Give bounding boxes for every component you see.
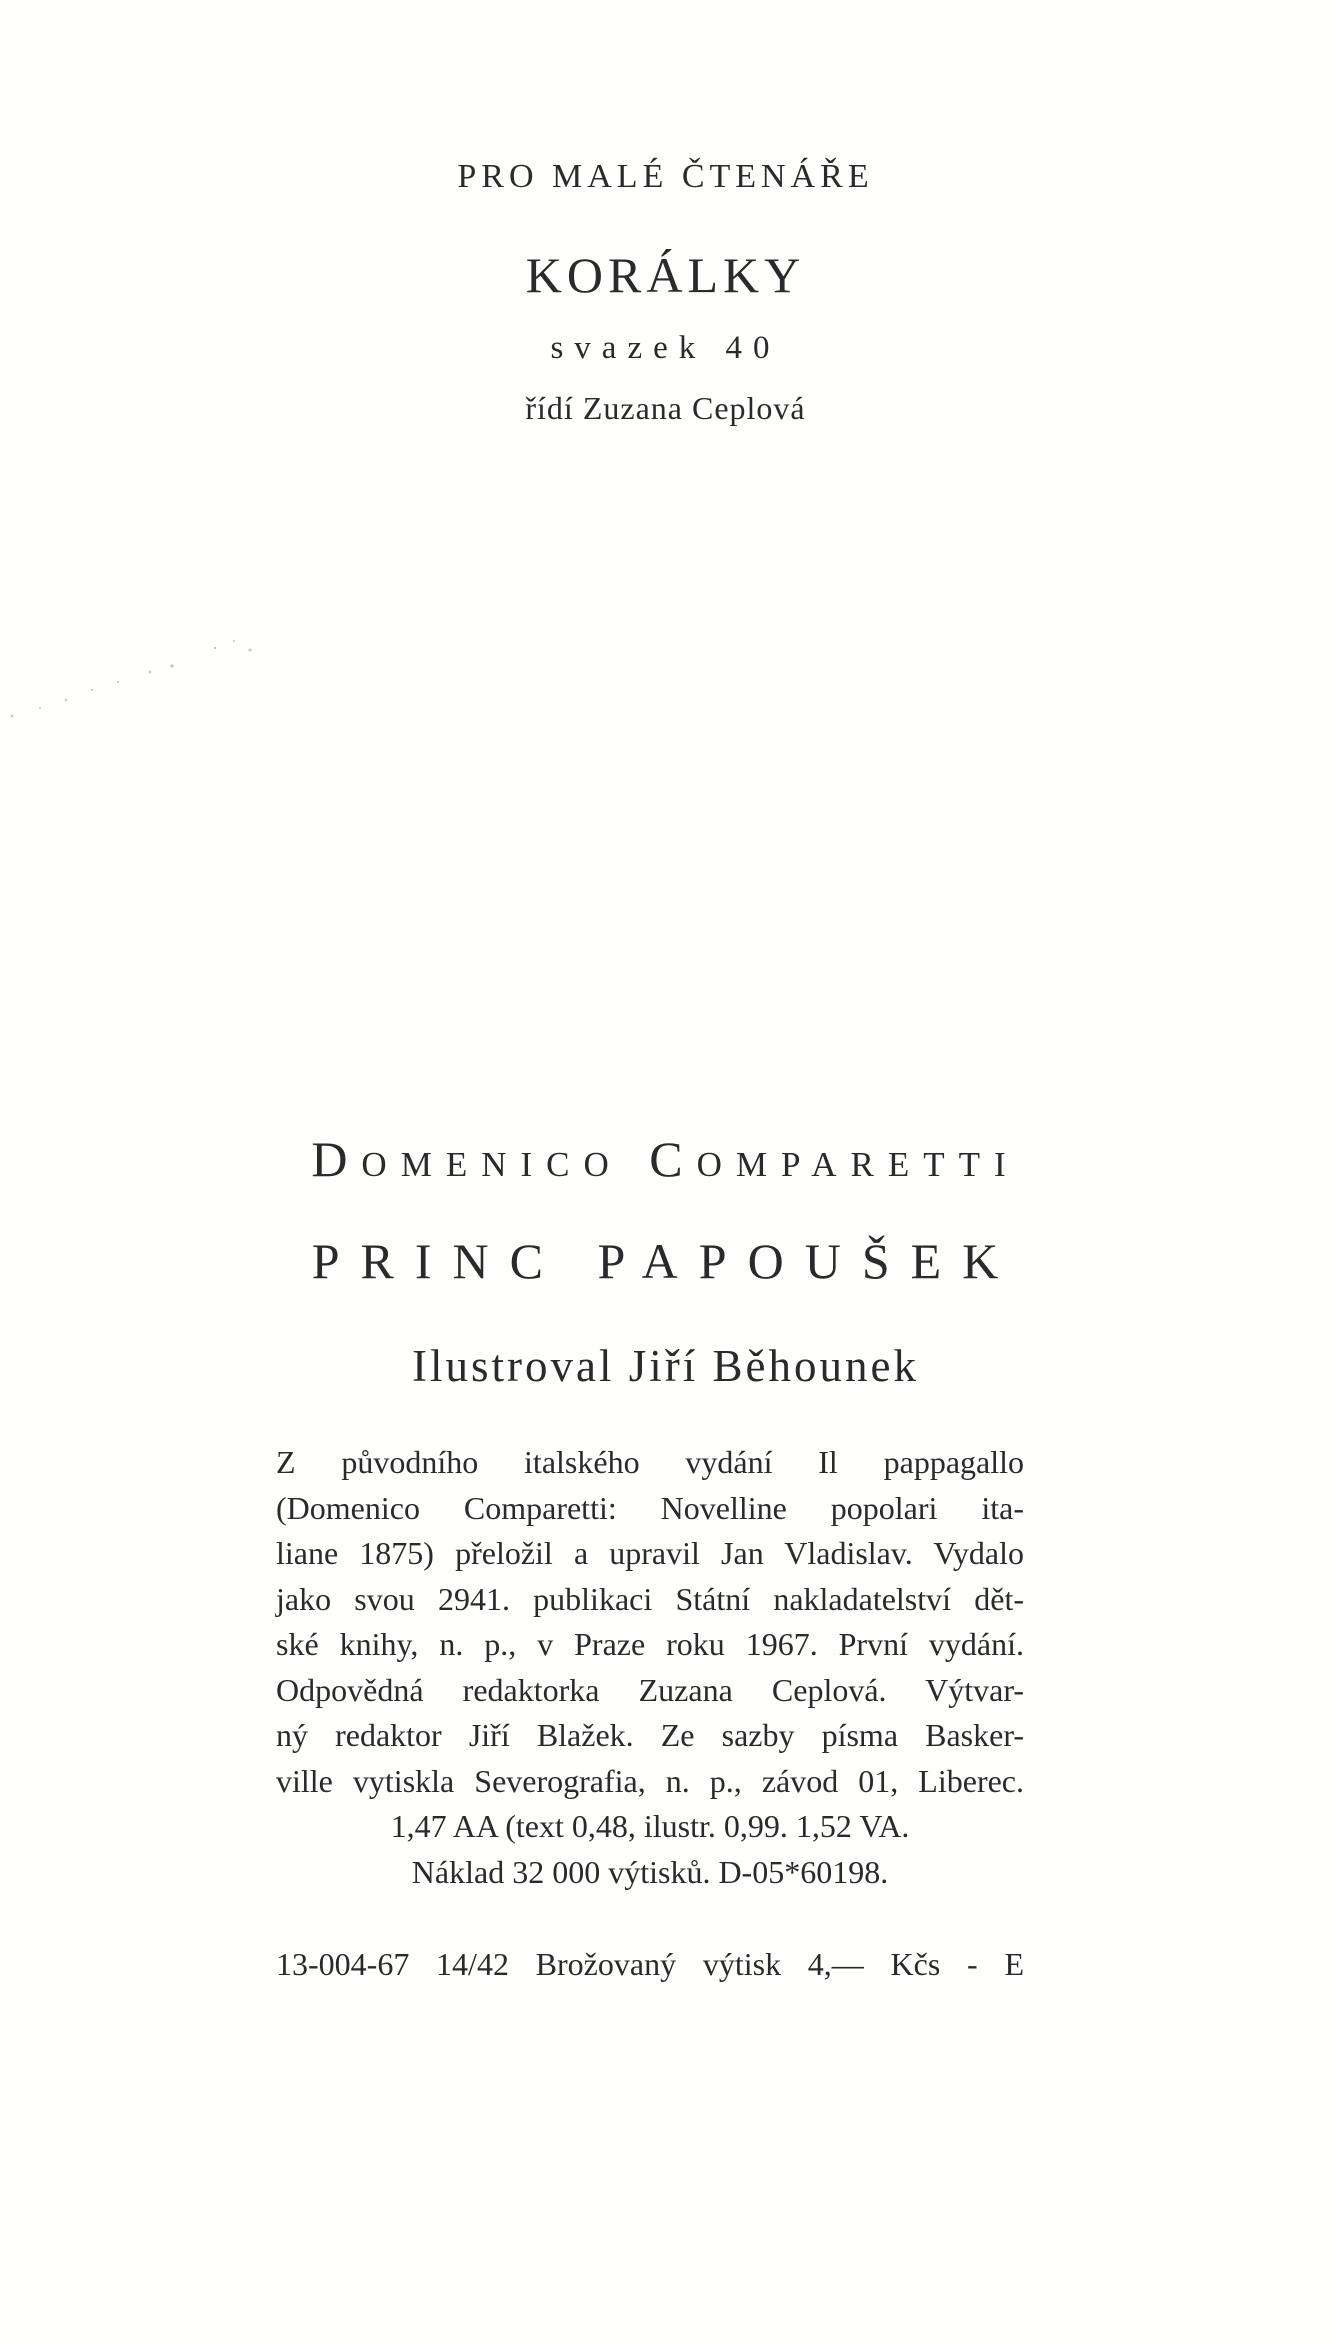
imprint-line: ný redaktor Jiří Blažek. Ze sazby písma Basker- (276, 1717, 1024, 1753)
author-name: Domenico Comparetti (311, 1131, 1020, 1187)
imprint-line: ville vytiskla Severografia, n. p., závod 01, Liberec. (276, 1762, 1024, 1799)
catalog-footer: 13-004-67 14/42 Brožovaný výtisk 4,— Kčs - E (276, 1946, 1024, 1982)
series-editor: řídí Zuzana Ceplová (525, 390, 806, 426)
series-name: PRO MALÉ ČTENÁŘE (457, 158, 874, 195)
collection-name: KORÁLKY (525, 247, 806, 303)
book-title: PRINC PAPOUŠEK (311, 1233, 1020, 1289)
imprint-line: ské knihy, n. p., v Praze roku 1967. První vydání. (276, 1626, 1024, 1662)
imprint-line: liane 1875) přeložil a upravil Jan Vladislav. Vydalo (276, 1535, 1024, 1571)
imprint-line: jako svou 2941. publikaci Státní nakladatelství dět- (276, 1580, 1024, 1617)
imprint-line: 1,47 AA (text 0,48, ilustr. 0,99. 1,52 VA. (390, 1808, 910, 1844)
imprint-line: Odpovědná redaktorka Zuzana Ceplová. Výtvar- (276, 1671, 1024, 1708)
imprint-paragraph (276, 1440, 1024, 1895)
imprint-line: Náklad 32 000 výtisků. D-05*60198. (411, 1853, 889, 1890)
imprint-line: (Domenico Comparetti: Novelline popolari ita- (276, 1489, 1024, 1526)
illustrator-credit: Ilustroval Jiří Běhounek (412, 1341, 919, 1391)
volume-number: svazek 40 (550, 330, 781, 366)
imprint-line: Z původního italského vydání Il pappagallo (276, 1444, 1024, 1480)
